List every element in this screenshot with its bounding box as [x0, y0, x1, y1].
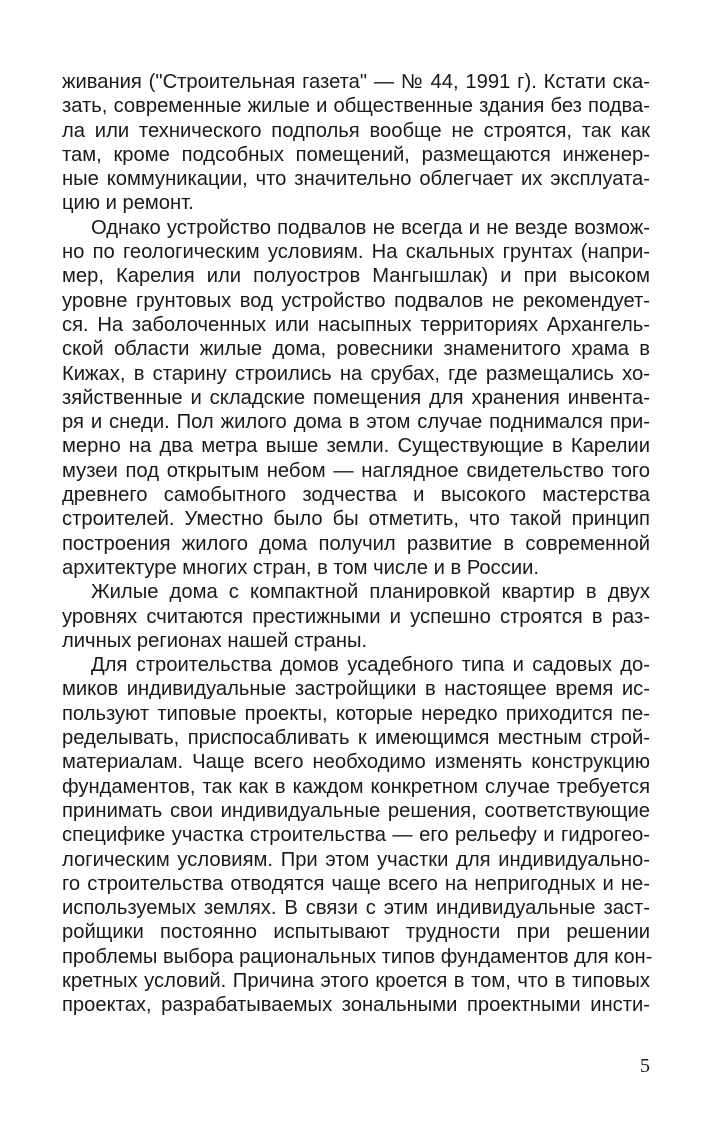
page-number: 5 [640, 1055, 650, 1077]
text-line: ся. На заболоченных или насыпных территориях Архангель- [62, 313, 650, 336]
paragraph [62, 70, 650, 216]
text-line: специфике участка строительства — его рельефу и гидрогео- [62, 824, 650, 847]
text-line: ря и снеди. Пол жилого дома в этом случае поднимался при- [62, 411, 650, 434]
paragraph [62, 653, 653, 1017]
text-line: проектах, разрабатываемых зональными проектными инсти- [62, 994, 650, 1017]
text-line: зать, современные жилые и общественные здания без подва- [62, 95, 650, 118]
text-line: ройщики постоянно испытывают трудности при решении [62, 921, 650, 944]
text-line: ла или технического подполья вообще не строятся, так как [62, 119, 650, 142]
text-line: логическим условиям. При этом участки для индивидуально- [62, 848, 650, 871]
text-line: древнего самобытного зодчества и высокого мастерства [62, 484, 650, 507]
text-line: Кижах, в старину строились на срубах, где размещались хо- [62, 362, 650, 385]
text-line: архитектуре многих стран, в том числе и в России. [62, 556, 540, 579]
text-line: используемых землях. В связи с этим индивидуальные заст- [62, 897, 650, 920]
text-line: личных регионах нашей страны. [62, 629, 368, 652]
text-line: миков индивидуальные застройщики в настоящее время ис- [62, 678, 650, 701]
text-line: строителей. Уместно было бы отметить, что такой принцип [62, 508, 650, 531]
text-line: мерно на два метра выше земли. Существующие в Карелии [62, 435, 650, 458]
text-line: проблемы выбора рациональных типов фундаментов для кон- [62, 945, 653, 968]
text-line: уровне грунтовых вод устройство подвалов не рекомендует- [62, 289, 650, 312]
page-body [62, 70, 653, 1018]
text-line: кретных условий. Причина этого кроется в том, что в типовых [62, 969, 650, 992]
text-line: Для строительства домов усадебного типа и садовых до- [91, 654, 650, 677]
text-line: Жилые дома с компактной планировкой квартир в двух [91, 581, 650, 604]
text-line: построения жилого дома получил развитие в современной [62, 532, 650, 555]
text-line: пользуют типовые проекты, которые нередко приходится пе- [62, 702, 650, 725]
paragraph [62, 580, 650, 653]
text-line: ской области жилые дома, ровесники знаменитого храма в [62, 338, 650, 361]
text-line: ределывать, приспосабливать к имеющимся местным строй- [62, 727, 650, 750]
text-line: ные коммуникации, что значительно облегчает их эксплуата- [62, 168, 650, 191]
text-line: мер, Карелия или полуостров Мангышлак) и при высоком [62, 265, 650, 288]
text-line: зяйственные и складские помещения для хранения инвента- [62, 386, 650, 409]
text-line: живания ("Строительная газета" — № 44, 1991 г). Кстати ска- [62, 71, 650, 93]
text-line: там, кроме подсобных помещений, размещаются инженер- [62, 143, 650, 166]
text-line: принимать свои индивидуальные решения, соответствующие [62, 799, 650, 822]
text-line: музеи под открытым небом — наглядное свидетельство того [62, 459, 650, 482]
text-line: Однако устройство подвалов не всегда и не везде возмож- [91, 216, 650, 239]
text-line: уровнях считаются престижными и успешно строятся в раз- [62, 605, 650, 628]
text-line: но по геологическим условиям. На скальных грунтах (напри- [62, 241, 650, 264]
text-line: го строительства отводятся чаще всего на непригодных и не- [62, 872, 650, 895]
text-line: цию и ремонт. [62, 192, 194, 215]
text-line: материалам. Чаще всего необходимо изменять конструкцию [62, 751, 650, 774]
paragraph [62, 216, 650, 580]
text-line: фундаментов, так как в каждом конкретном случае требуется [62, 775, 650, 798]
